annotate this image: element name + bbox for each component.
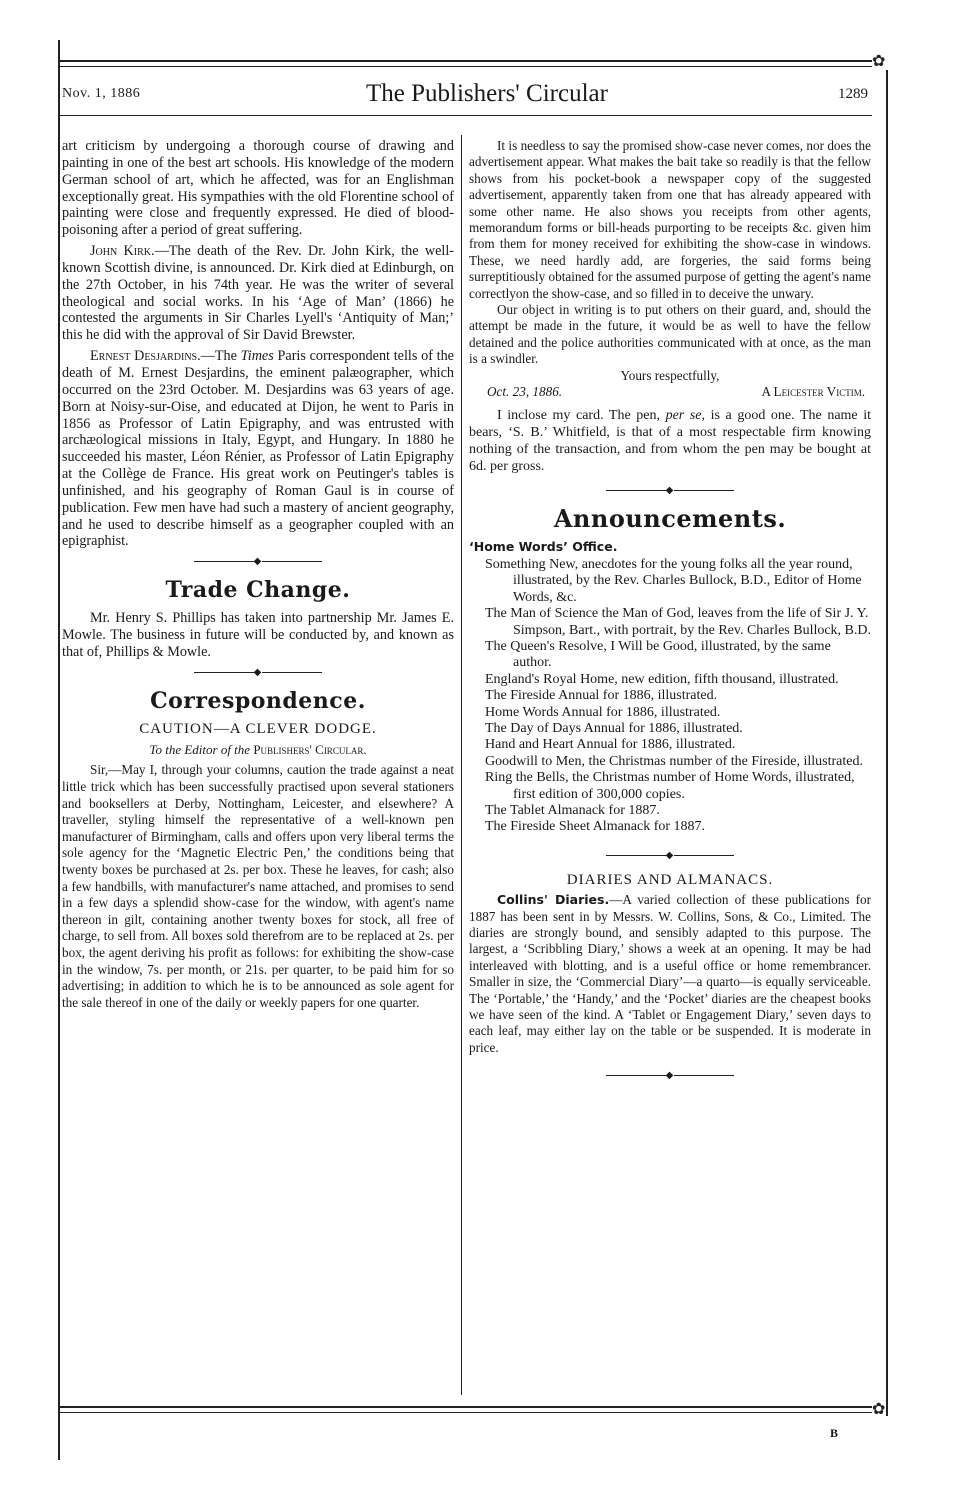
announcement-item: Goodwill to Men, the Christmas number of the Fireside, illustrated. — [485, 753, 863, 769]
obituary-desjardins — [62, 348, 454, 550]
bottom-ornament-icon: ✿ — [872, 1401, 886, 1418]
postscript-latin: per se — [665, 407, 702, 423]
top-border-rule — [60, 60, 872, 62]
obituary-continued: art criticism by undergoing a thorough course of drawing and painting in one of the best art schools. His knowledge of the modern German school of art, which he affected, was for an Englishman exceptionally great. His sympathies with the old Florentine school of painting were close and frequently expressed. He died of blood-poisoning after a period of great suffering. — [62, 138, 454, 239]
diaries-name: Collins' Diaries. — [497, 892, 610, 908]
section-divider: ◆ — [62, 667, 454, 679]
correspondence-heading: Correspondence. — [150, 687, 366, 714]
correspondence-letter: Sir,—May I, through your columns, caution the trade against a neat little trick which has been successfully practised upon several stationers and booksellers at Derby, Nottingham, Leicester, and elsewhere? A traveller, styling himself the representative of a well-known pen manufacturer of Birmingham, calls and offers upon very liberal terms the sole agency for the ‘Magnetic Electric Pen,’ the conditions being that twenty boxes be purchased at 2s. per box. These he leaves, for cash; also a few handbills, with manufacturer's name attached, and promises to send in a few days a splendid show-case for the window, with agent's name thereon in gilt, containing another twenty boxes for stock, all free of charge, to sell from. All boxes sold therefrom are to be replaced at 2s. per box, the agent deriving his profit as follows: for exhibiting the show-case in the window, 7s. per month, or 21s. per quarter, to be paid him for so advertising; in addition to which he is to be announced as sole agent for the sale thereof in one of the daily or weekly papers for one quarter. — [62, 762, 454, 1010]
trade-change-text: Mr. Henry S. Phillips has taken into partnership Mr. James E. Mowle. The business in future will be conducted by, and known as that of, Phillips & Mowle. — [62, 610, 454, 660]
announcement-item: Hand and Heart Annual for 1886, illustrated. — [485, 737, 736, 753]
announcements-heading: Announcements. — [553, 503, 787, 533]
announcement-item: The Fireside Sheet Almanack for 1887. — [485, 819, 706, 835]
announcement-item: Something New, anecdotes for the young folks all the year round, illustrated, by the Rev. Charles Bullock, B.D., Editor of Home Words, &c. — [485, 556, 862, 605]
diaries-body: —A varied collection of these publications for 1887 has been sent in by Messrs. W. Collins, Sons, & Co., Limited. The diaries are strongly bound, and sensibly adapted to this purpose. The largest, a ‘Scribbling Diary,’ shows a week at an opening. It may be had interleaved with blotting, and is a useful office or home remembrancer. Smaller in size, the ‘Commercial Diary’—a quarto—is equally serviceable. The ‘Portable,’ the ‘Handy,’ and the ‘Pocket’ diaries are the cheapest books we have seen of the kind. A ‘Tablet or Engagement Diary,’ seven days to each leaf, may either lay on the table or be suspended. It is moderate in price. — [469, 892, 871, 1055]
postscript-text: I inclose my card. The pen, — [497, 407, 666, 423]
obituary-text: Paris correspondent tells of the death of M. Ernest Desjardins, the eminent palæographer, which occurred on the 23rd October. M. Desjardins was 63 years of age. Born at Noisy-sur-Oise, and educated at Dijon, he went to Paris in 1856 as Professor of Latin Epigraphy, and was entrusted with archæological missions in Italy, Egypt, and Hungary. In 1880 he succeeded his master, Léon Rénier, as Professor of Latin Epigraphy at the Collège de France. His great work on Peutinger's tables is unfinished, and his geography of Roman Gaul is in course of publication. Few men have had such a mastery of ancient geography, and he used to describe himself as a geographer coupled with an epigraphist. — [62, 348, 454, 550]
top-border-rule-thin — [60, 66, 872, 67]
announcement-item: Ring the Bells, the Christmas number of Home Words, illustrated, first edition of 300,000 copies. — [485, 770, 855, 802]
publication-title: The Publishers' Circular — [366, 80, 608, 107]
obituary-text: —The death of the Rev. Dr. John Kirk, the well-known Scottish divine, is announced. Dr. Kirk died at Edinburgh, on the 27th October, in his 74th year. He was the writer of several theological and social works. In his ‘Age of Man’ (1866) he contested the arguments in Sir Charles Lyell's ‘Antiquity of Man;’ this he did with the approval of Sir David Brewster. — [62, 243, 455, 344]
announcement-item: The Tablet Almanack for 1887. — [485, 803, 660, 818]
section-divider: ◆ — [62, 556, 454, 568]
announcement-item: Home Words Annual for 1886, illustrated. — [485, 704, 721, 720]
postscript-text: , is a good one. The name it bears, ‘S. B.’ Whitfield, is that of a most respectable firm knowing nothing of the transaction, and from whom the pen may be bought at 6d. per gross. — [469, 407, 872, 474]
correspondence-subheading: CAUTION—A CLEVER DODGE. — [139, 720, 377, 737]
correspondence-addressee — [62, 742, 454, 759]
signature-mark: B — [830, 1426, 839, 1440]
obituary-text: —The — [200, 348, 241, 365]
trade-change-heading: Trade Change. — [165, 577, 351, 604]
diaries-heading: DIARIES AND ALMANACS. — [566, 871, 774, 888]
announcements-list — [469, 557, 871, 836]
newspaper-name: Times — [240, 348, 274, 365]
right-border-rule — [886, 70, 888, 1416]
obituary-name: Ernest Desjardins. — [90, 348, 201, 365]
bottom-border-rule-thin — [60, 1412, 872, 1413]
page-number: 1289 — [838, 86, 868, 102]
letter-postscript — [469, 407, 871, 475]
announcement-item: The Fireside Annual for 1886, illustrated. — [485, 688, 718, 704]
letter-continued: It is needless to say the promised show-case never comes, nor does the advertisement appear. What makes the bait take so readily is that the fellow shows from his pocket-book a newspaper copy of the suggested advertisement, apparently taken from one that has already appeared with some other name. He also shows you receipts from other agents, memorandum forms or bill-heads purporting to be receipts &c. given him from them for money received for exhibiting the show-case in windows. These, we need hardly add, are forgeries, the said forms being surreptitiously obtained for the assumed purpose of getting the agent's name correctlyon the show-case, and so filled in to deceive the unwary. — [469, 138, 871, 301]
addressee-text: To the Editor of the — [149, 741, 254, 757]
section-divider: ◆ — [469, 1070, 871, 1082]
signature-name: A Leicester Victim. — [761, 384, 865, 400]
right-column — [469, 138, 871, 1090]
announcement-item: The Queen's Resolve, I Will be Good, illustrated, by the same author. — [485, 638, 831, 671]
bottom-border-rule — [60, 1406, 872, 1408]
diaries-text — [469, 892, 871, 1056]
top-ornament-icon: ✿ — [872, 53, 886, 70]
section-divider: ◆ — [469, 850, 871, 862]
issue-date: Nov. 1, 1886 — [62, 86, 141, 101]
header-rule — [60, 115, 872, 116]
announcement-item: The Man of Science the Man of God, leaves from the life of Sir J. Y. Simpson, Bart., with portrait, by the Rev. Charles Bullock, B.D. — [485, 606, 872, 638]
section-divider: ◆ — [469, 485, 871, 497]
obituary-john-kirk — [62, 243, 454, 344]
left-border-rule — [58, 40, 60, 1460]
left-column — [62, 138, 454, 1011]
announcement-item: England's Royal Home, new edition, fifth thousand, illustrated. — [485, 671, 839, 687]
addressee-publication: Publishers' Circular. — [253, 741, 367, 757]
announcements-publisher: ‘Home Words’ Office. — [469, 538, 618, 554]
letter-closing: Yours respectfully, — [620, 367, 720, 383]
column-divider-rule — [461, 135, 462, 1395]
signature-date: Oct. 23, 1886. — [487, 384, 563, 400]
announcement-item: The Day of Days Annual for 1886, illustrated. — [485, 720, 743, 736]
letter-conclusion: Our object in writing is to put others on their guard, and, should the attempt be made in the future, it would be as well to have the fellow detained and the police authorities communicated with at once, as the man is a swindler. — [469, 302, 871, 367]
obituary-name: John Kirk. — [90, 243, 155, 260]
letter-signature — [469, 384, 871, 400]
